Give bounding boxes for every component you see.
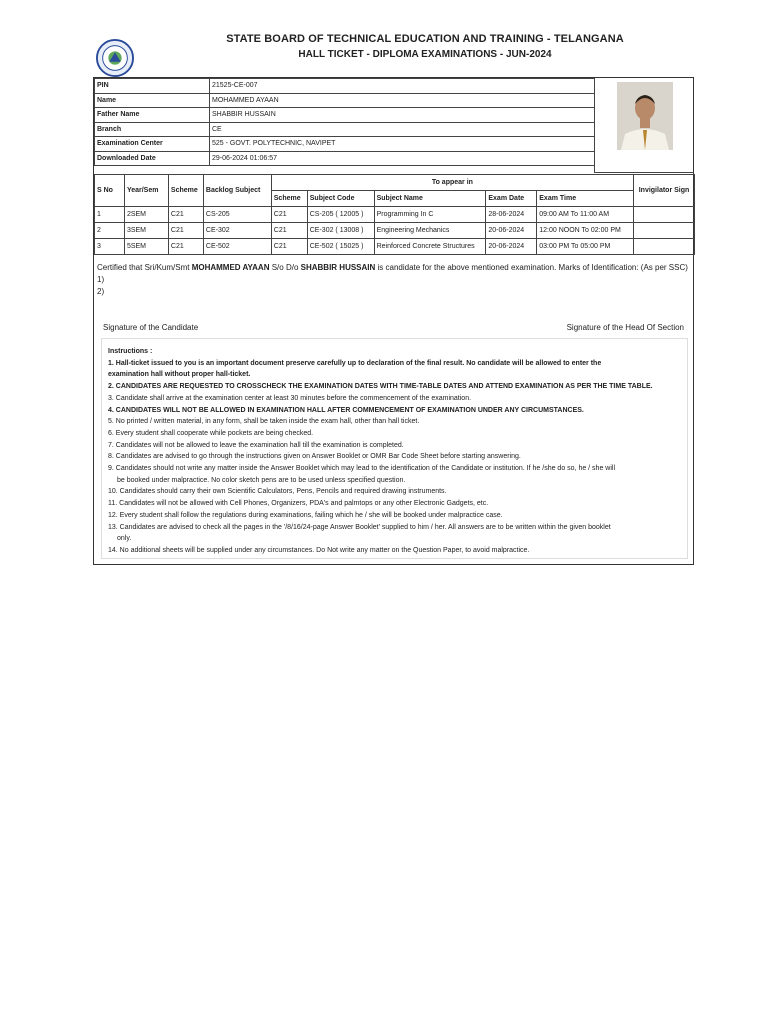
- info-row-father-name: [95, 108, 595, 123]
- cell-invigilator-sign: [634, 223, 695, 239]
- instruction-item: 2. CANDIDATES ARE REQUESTED TO CROSSCHECK THE EXAMINATION DATES WITH TIME-TABLE DATES AND ATTEND EXAMINATION AS PER THE TIME TABLE.: [108, 383, 653, 391]
- cell-subject-code: CE-502 ( 15025 ): [307, 239, 374, 255]
- page-title: STATE BOARD OF TECHNICAL EDUCATION AND TRAINING - TELANGANA: [226, 33, 624, 45]
- info-label: Branch: [95, 122, 210, 137]
- hall-ticket: [93, 77, 694, 565]
- instruction-item: 3. Candidate shall arrive at the examination center at least 30 minutes before the commencement of the examination.: [108, 394, 472, 402]
- col-header-invigilator: Invigilator Sign: [634, 175, 695, 207]
- cert-text-mid: S/o D/o: [269, 263, 301, 272]
- cell-exam-date: 28-06-2024: [486, 207, 537, 223]
- cert-father-name: SHABBIR HUSSAIN: [300, 263, 376, 272]
- cell-exam-time: 03:00 PM To 05:00 PM: [537, 239, 634, 255]
- cell-backlog: CS-205: [203, 207, 271, 223]
- info-row-name: [95, 93, 595, 108]
- identification-mark-1: 1): [97, 275, 105, 284]
- instruction-item: 14. No additional sheets will be supplied under any circumstances. Do Not write any matter on the Question Paper, to avoid malpractice.: [108, 546, 530, 554]
- cell-subject-code: CS-205 ( 12005 ): [307, 207, 374, 223]
- board-seal-icon: [96, 39, 134, 77]
- instruction-item: 13. Candidates are advised to check all the pages in the '/8/16/24-page Answer Booklet' supplied to him / her. All answers are to be written within the given booklet: [108, 523, 611, 531]
- info-value: SHABBIR HUSSAIN: [210, 108, 595, 123]
- cell-sno: 2: [95, 223, 125, 239]
- head-signature-label: Signature of the Head Of Section: [566, 323, 684, 332]
- cell-subject-code: CE-302 ( 13008 ): [307, 223, 374, 239]
- cell-scheme2: C21: [271, 207, 307, 223]
- table-row: [95, 239, 695, 255]
- table-row: [95, 207, 695, 223]
- instruction-item: 6. Every student shall cooperate while pockets are being checked.: [108, 429, 314, 437]
- info-label: Name: [95, 93, 210, 108]
- info-value: 29-06-2024 01:06:57: [210, 151, 595, 166]
- instructions-box: [101, 338, 688, 559]
- info-row-exam-center: [95, 137, 595, 152]
- cell-scheme: C21: [168, 239, 203, 255]
- cell-backlog: CE-302: [203, 223, 271, 239]
- col-header-sno: S No: [95, 175, 125, 207]
- col-header-subject-name: Subject Name: [374, 191, 486, 207]
- col-header-subject-code: Subject Code: [307, 191, 374, 207]
- instruction-item: 11. Candidates will not be allowed with Cell Phones, Organizers, PDA's and palmtops or any other Electronic Gadgets, etc.: [108, 500, 489, 508]
- cell-scheme: C21: [168, 207, 203, 223]
- info-row-downloaded-date: [95, 151, 595, 166]
- instruction-item: 1. Hall-ticket issued to you is an important document preserve carefully up to declaration of the final result. No candidate will be allowed to enter the: [108, 359, 602, 367]
- instruction-item: 9. Candidates should not write any matter inside the Answer Booklet which may lead to the identification of the Candidate or institution. If he /she do so, he / she will: [108, 465, 616, 473]
- cell-scheme2: C21: [271, 223, 307, 239]
- candidate-info-table: [94, 78, 595, 166]
- col-header-to-appear: To appear in: [271, 175, 633, 191]
- cell-subject-name: Programming In C: [374, 207, 486, 223]
- table-header-row: [95, 175, 695, 191]
- cell-scheme: C21: [168, 223, 203, 239]
- info-label: Examination Center: [95, 137, 210, 152]
- info-label: Downloaded Date: [95, 151, 210, 166]
- page-subtitle: HALL TICKET - DIPLOMA EXAMINATIONS - JUN-2024: [298, 49, 552, 60]
- info-row-branch: [95, 122, 595, 137]
- cell-exam-date: 20-06-2024: [486, 239, 537, 255]
- cell-backlog: CE-502: [203, 239, 271, 255]
- instruction-item: examination hall without proper hall-ticket.: [108, 371, 251, 379]
- instruction-item: 4. CANDIDATES WILL NOT BE ALLOWED IN EXAMINATION HALL AFTER COMMENCEMENT OF EXAMINATION UNDER ANY CIRCUMSTANCES.: [108, 406, 584, 414]
- instruction-item: 10. Candidates should carry their own Scientific Calculators, Pens, Pencils and required drawing instruments.: [108, 488, 447, 496]
- photo-box: [594, 78, 694, 173]
- cell-year-sem: 2SEM: [124, 207, 168, 223]
- col-header-exam-date: Exam Date: [486, 191, 537, 207]
- col-header-scheme: Scheme: [168, 175, 203, 207]
- cell-invigilator-sign: [634, 239, 695, 255]
- instruction-item: 7. Candidates will not be allowed to leave the examination hall till the examination is completed.: [108, 441, 404, 449]
- cell-sno: 3: [95, 239, 125, 255]
- cell-year-sem: 3SEM: [124, 223, 168, 239]
- cell-exam-time: 09:00 AM To 11:00 AM: [537, 207, 634, 223]
- instruction-item: 5. No printed / written material, in any form, shall be taken inside the exam hall, other than hall ticket.: [108, 418, 420, 426]
- candidate-photo-icon: [617, 82, 673, 150]
- info-value: 525 - GOVT. POLYTECHNIC, NAVIPET: [210, 137, 595, 152]
- instruction-item: 12. Every student shall follow the regulations during examinations, failing which he / she will be booked under malpractice case.: [108, 511, 503, 519]
- cell-exam-date: 20-06-2024: [486, 223, 537, 239]
- col-header-scheme2: Scheme: [271, 191, 307, 207]
- cell-invigilator-sign: [634, 207, 695, 223]
- cell-scheme2: C21: [271, 239, 307, 255]
- page-header: [0, 33, 768, 73]
- candidate-signature-label: Signature of the Candidate: [103, 323, 199, 332]
- table-row: [95, 223, 695, 239]
- cell-subject-name: Reinforced Concrete Structures: [374, 239, 486, 255]
- certificate-statement: [97, 262, 692, 274]
- info-value: 21525-CE-007: [210, 79, 595, 94]
- cert-candidate-name: MOHAMMED AYAAN: [191, 263, 270, 272]
- info-value: CE: [210, 122, 595, 137]
- instruction-item: only.: [117, 535, 132, 543]
- col-header-backlog: Backlog Subject: [203, 175, 271, 207]
- exam-schedule-table: [94, 174, 695, 255]
- info-value: MOHAMMED AYAAN: [210, 93, 595, 108]
- cell-subject-name: Engineering Mechanics: [374, 223, 486, 239]
- certificate-text: [97, 262, 692, 298]
- cell-sno: 1: [95, 207, 125, 223]
- instructions-title: Instructions :: [108, 348, 153, 355]
- cell-exam-time: 12:00 NOON To 02:00 PM: [537, 223, 634, 239]
- info-label: Father Name: [95, 108, 210, 123]
- col-header-exam-time: Exam Time: [537, 191, 634, 207]
- instruction-item: 8. Candidates are advised to go through the instructions given on Answer Booklet or OMR Bar Code Sheet before starting answering.: [108, 453, 521, 461]
- cert-text-pre: Certified that Sri/Kum/Smt: [97, 263, 192, 272]
- info-label: PIN: [95, 79, 210, 94]
- cell-year-sem: 5SEM: [124, 239, 168, 255]
- info-row-pin: [95, 79, 595, 94]
- instruction-item: be booked under malpractice. No color sketch pens are to be used unless specified question.: [117, 476, 406, 484]
- identification-mark-2: 2): [97, 287, 105, 296]
- cert-text-post: is candidate for the above mentioned examination. Marks of Identification: (As per SSC): [375, 263, 688, 272]
- col-header-year-sem: Year/Sem: [124, 175, 168, 207]
